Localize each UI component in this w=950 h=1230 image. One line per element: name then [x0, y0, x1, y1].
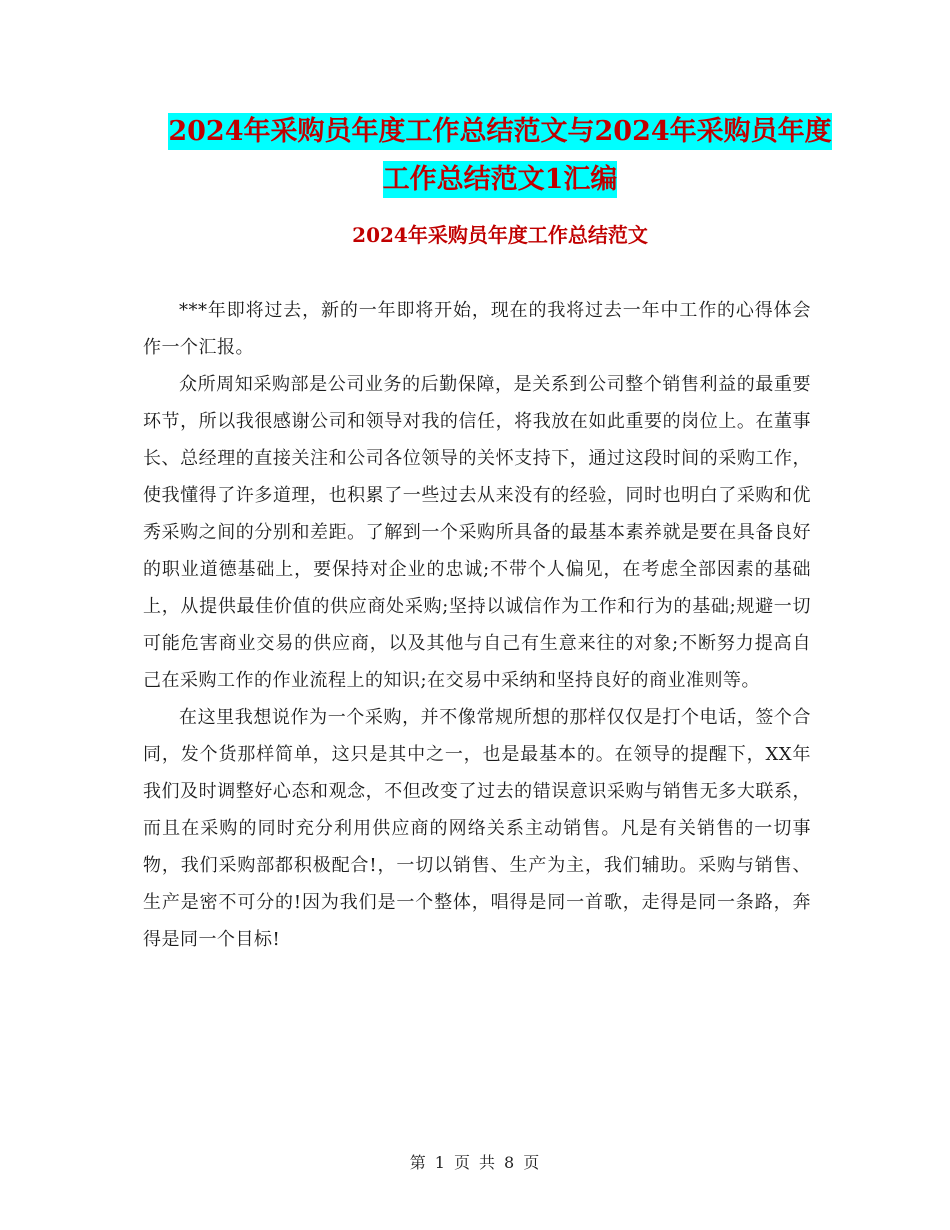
document-title-line-1: 2024年采购员年度工作总结范文与2024年采购员年度 [168, 113, 831, 150]
footer-prefix: 第 [409, 1153, 427, 1172]
section-title: 2024年采购员年度工作总结范文 [352, 223, 648, 247]
footer-total-word: 共 [479, 1153, 497, 1172]
footer-page-word: 页 [453, 1153, 471, 1172]
paragraph-3: 在这里我想说作为一个采购，并不像常规所想的那样仅仅是打个电话，签个合同，发个货那样简单，这只是其中之一，也是最基本的。在领导的提醒下，XX年我们及时调整好心态和观念，不但改变了过去的错误意识采购与销售无多大联系，而且在采购的同时充分利用供应商的网络关系主动销售。凡是有关销售的一切事物，我们采购部都积极配合!，一切以销售、生产为主，我们辅助。采购与销售、生产是密不可分的!因为我们是一个整体，唱得是同一首歌，走得是同一条路，奔得是同一个目标! [143, 707, 811, 950]
footer-current-page: 1 [434, 1153, 446, 1172]
paragraph-2: 众所周知采购部是公司业务的后勤保障，是关系到公司整个销售利益的最重要环节，所以我很感谢公司和领导对我的信任，将我放在如此重要的岗位上。在董事长、总经理的直接关注和公司各位领导的关怀支持下，通过这段时间的采购工作，使我懂得了许多道理，也积累了一些过去从来没有的经验，同时也明白了采购和优秀采购之间的分别和差距。了解到一个采购所具备的最基本素养就是要在具备良好的职业道德基础上，要保持对企业的忠诚;不带个人偏见，在考虑全部因素的基础上，从提供最佳价值的供应商处采购;坚持以诚信作为工作和行为的基础;规避一切可能危害商业交易的供应商，以及其他与自己有生意来往的对象;不断努力提高自己在采购工作的作业流程上的知识;在交易中采纳和坚持良好的商业准则等。 [143, 374, 811, 691]
page-footer [0, 1150, 950, 1173]
footer-suffix: 页 [523, 1153, 541, 1172]
document-title [140, 108, 860, 204]
paragraph-1: ***年即将过去，新的一年即将开始，现在的我将过去一年中工作的心得体会作一个汇报。 [143, 300, 811, 358]
footer-total-pages: 8 [504, 1153, 516, 1172]
document-title-line-2: 工作总结范文1汇编 [383, 161, 618, 198]
document-body [143, 292, 811, 958]
